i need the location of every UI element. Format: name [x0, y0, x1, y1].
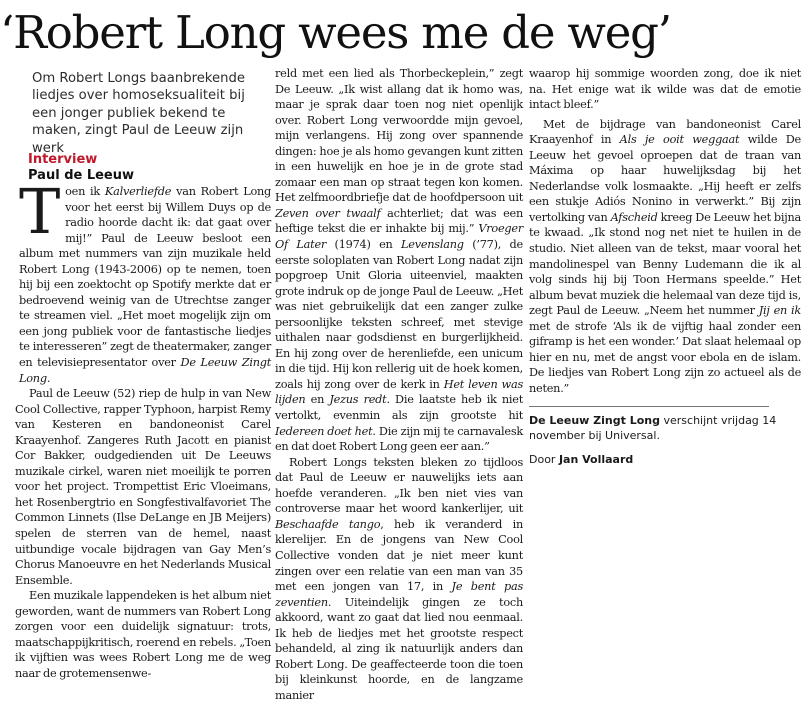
author-name: Paul de Leeuw: [28, 168, 135, 183]
paragraph: Paul de Leeuw (52) riep de hulp in van New Cool Collective, rapper Typhoon, harpist Remy van Kesteren en bandoneonist Carel Kraayenhof. Zangeres Ruth Jacott en pianist Cor Bakker, oudgedienden uit De Leeuws muzikale cirkel, waren niet moeilijk te porren voor het project. Trompettist Eric Vloeimans, het Rosenbergtrio en Songfestivalfavoriet The Common Linnets (Ilse DeLange en JB Meijers) spelen de sterren van de hemel, naast uitbundige vocale bijdragen van Gay Men’s Chorus Manoeuvre en het Nederlands Musical Ensemble.: [15, 387, 271, 587]
paragraph: Toen ik Kalverliefde van Robert Long voor het eerst bij Willem Duys op de radio hoorde dacht ik: dat gaat over mij!” Paul de Leeuw besloot een album met nummers van zijn muzikale held Robert Long (1943-2006) op te nemen, toen hij bij een zoektocht op Spotify merkte dat er bedroevend weinig van de Utrechtse zanger te streamen viel. „Het moet mogelijk zijn om een jong publiek voor de fantastische liedjes te interesseren” zegt de theatermaker, zanger en televisiepresentator over De Leeuw Zingt Long.: [19, 175, 272, 385]
drop-cap: T: [19, 175, 61, 248]
divider: [529, 406, 769, 407]
intro: Om Robert Longs baanbrekende liedjes over homoseksualiteit bij een jonger publiek bekend te maken, zingt Paul de Leeuw zijn werk: [32, 71, 245, 156]
paragraph: Een muzikale lappendeken is het album niet geworden, want de nummers van Robert Long zorgen voor een duidelijk signatuur: trots, maatschappijkritisch, roerend en rebels. „Toen ik vijftien was wees Robert Long me de weg naar de grotemensenwe-: [15, 589, 271, 680]
paragraph: reld met een lied als Thorbeckeplein,” zegt De Leeuw. „Ik wist allang dat ik homo was, maar je sprak daar toen nog niet openlijk over. Robert Long verwoordde mijn gevoel, mijn verlangens. Hij zong over spannende dingen: hoe je als homo gevangen kunt zitten in een huwelijk en hoe je in de grote stad zomaar een man op straat tegen kon komen. Het zelfmoordbriefje dat de hoofdpersoon uit Zeven over twaalf achterliet; dat was een heftige tekst die er inhakte bij mij.” Vroeger Of Later (1974) en Levenslang (’77), de eerste soloplaten van Robert Long nadat zijn popgroep Unit Gloria uiteenviel, maakten grote indruk op de jonge Paul de Leeuw. „Het was niet gebruikelijk dat een zanger zulke persoonlijke teksten schreef, met stevige uithalen naar godsdienst en burgerlijkheid. En hij zong over de herenliefde, een unicum in die tijd. Hij kon rellerig uit de hoek komen, zoals hij zong over de kerk in Het leven was lijden en Jezus redt. Die laatste heb ik niet vertolkt, evenmin als zijn grootste hit Iedereen doet het. Die zijn mij te carnavalesk en dat doet Robert Long geen eer aan.”: [275, 67, 523, 454]
column-2: [275, 66, 523, 703]
byline: Door Jan Vollaard: [529, 453, 634, 467]
column-3: [529, 66, 801, 466]
album-credit: De Leeuw Zingt Long verschijnt vrijdag 14 november bij Universal.: [529, 414, 777, 443]
column-1: [15, 175, 272, 682]
paragraph: waarop hij sommige woorden zong, doe ik niet na. Het enige wat ik wilde was dat de emotie intact bleef.”: [529, 67, 801, 112]
section-label: Interview: [28, 152, 98, 167]
paragraph: Met de bijdrage van bandoneonist Carel Kraayenhof in Als je ooit weggaat wilde De Leeuw het gevoel oproepen dat de traan van Máxima op haar huwelijksdag bij het Nederlandse volk losmaakte. „Hij heeft er zelfs een stukje Adiós Nonino in verwerkt.” Bij zijn vertolking van Afscheid kreeg De Leeuw het bijna te kwaad. „Ik stond nog net niet te huilen in de studio. Niet alleen van de tekst, maar vooral het mandolinespel van Benny Ludemann die ik al volg sinds hij bij Toon Hermans speelde.” Het album bevat muziek die helemaal van deze tijd is, zegt Paul de Leeuw. „Neem het nummer Jij en ik met de strofe ‘Als ik de vijftig haal zonder een giframp is het een wonder.’ Dat slaat helemaal op hier en nu, met de angst voor ebola en de islam. De liedjes van Robert Long zijn zo actueel als de neten.”: [529, 117, 801, 395]
headline: ‘Robert Long wees me de weg’: [0, 6, 671, 59]
paragraph: Robert Longs teksten bleken zo tijdloos dat Paul de Leeuw er nauwelijks iets aan hoefde veranderen. „Ik ben niet vies van controverse maar het woord kankerlijer, uit Beschaafde tango, heb ik veranderd in klerelijer. En de jongens van New Cool Collective vonden dat je niet meer kunt zingen over een relatie van een man van 35 met een jongen van 17, in Je bent pas zeventien. Uiteindelijk gingen ze toch akkoord, want zo gaat dat lied nou eenmaal. Ik heb de liedjes met het grootste respect behandeld, al zing ik natuurlijk anders dan Robert Long. De geaffecteerde toon die toen bij kleinkunst hoorde, en de langzame manier: [275, 455, 523, 702]
